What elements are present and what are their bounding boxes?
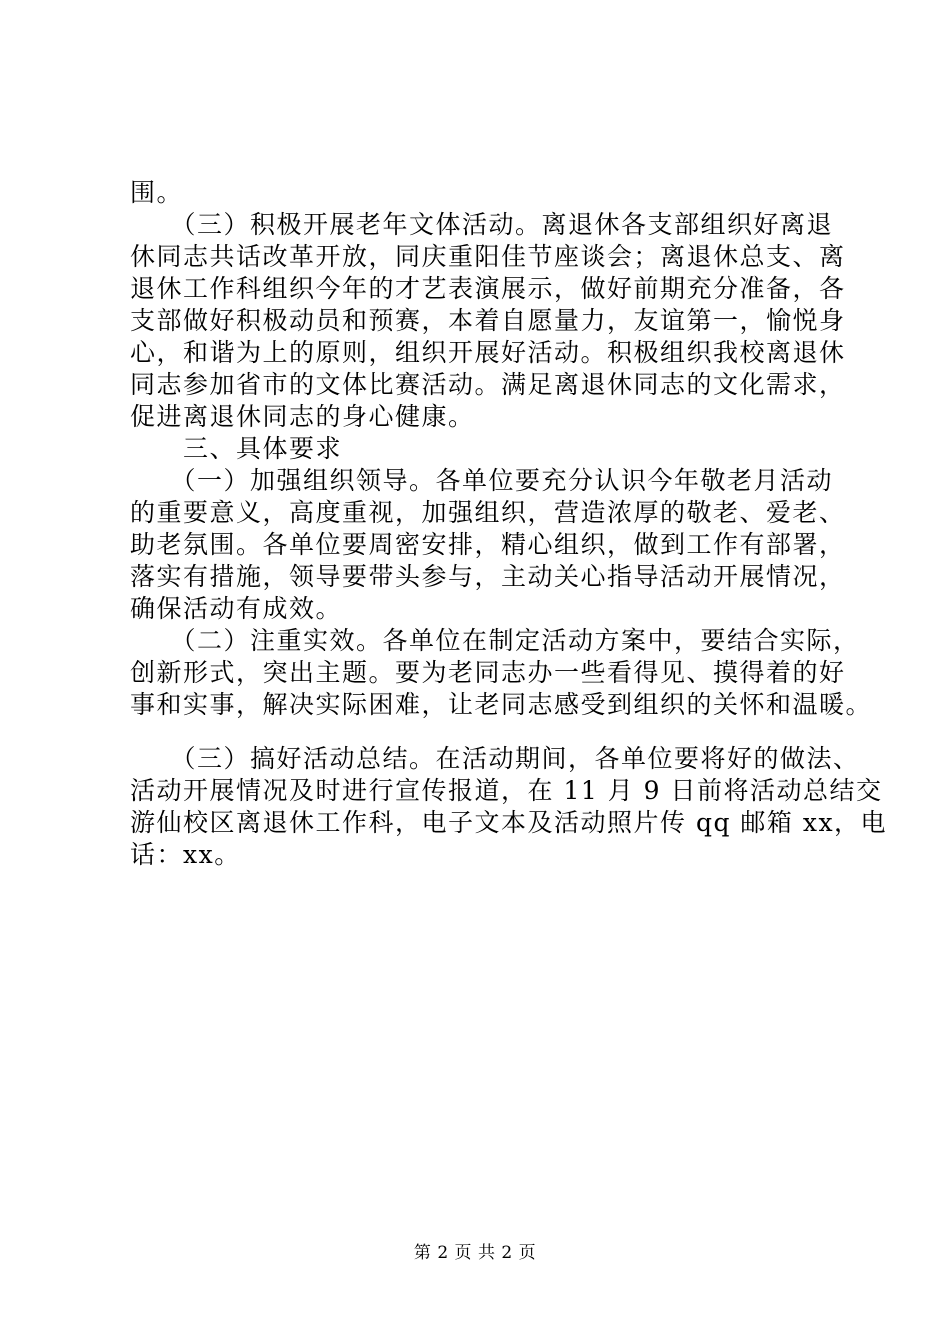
section-heading: 三、具体要求 [130,434,343,463]
text-line: （二）注重实效。各单位在制定活动方案中，要结合实际， [130,626,860,655]
text-line: 事和实事，解决实际困难，让老同志感受到组织的关怀和温暖。 [130,690,873,719]
text-line: 落实有措施，领导要带头参与，主动关心指导活动开展情况， [130,562,846,591]
text-line: （一）加强组织领导。各单位要充分认识今年敬老月活动 [130,466,834,495]
text-line: 的重要意义，高度重视，加强组织，营造浓厚的敬老、爱老、 [130,498,846,527]
text-line: 活动开展情况及时进行宣传报道，在 11 月 9 日前将活动总结交 [130,776,883,805]
text-line: 休同志共话改革开放，同庆重阳佳节座谈会；离退休总支、离 [130,242,846,271]
text-line: 支部做好积极动员和预赛，本着自愿量力，友谊第一，愉悦身 [130,306,846,335]
page-number: 第 2 页 共 2 页 [413,1243,537,1263]
text-line: 促进离退休同志的身心健康。 [130,402,475,431]
text-line: 围。 [130,178,184,207]
text-line: 助老氛围。各单位要周密安排，精心组织，做到工作有部署， [130,530,846,559]
text-line: 退休工作科组织今年的才艺表演展示，做好前期充分准备，各 [130,274,846,303]
text-line: 确保活动有成效。 [130,594,343,623]
text-line: 创新形式，突出主题。要为老同志办一些看得见、摸得着的好 [130,658,846,687]
text-line: （三）搞好活动总结。在活动期间，各单位要将好的做法、 [130,744,860,773]
text-line: 游仙校区离退休工作科，电子文本及活动照片传 qq 邮箱 xx，电 [130,808,888,837]
text-line: 同志参加省市的文体比赛活动。满足离退休同志的文化需求， [130,370,846,399]
text-line: 心，和谐为上的原则，组织开展好活动。积极组织我校离退休 [130,338,846,367]
text-line: （三）积极开展老年文体活动。离退休各支部组织好离退 [130,210,834,239]
text-line: 话：xx。 [130,840,241,869]
